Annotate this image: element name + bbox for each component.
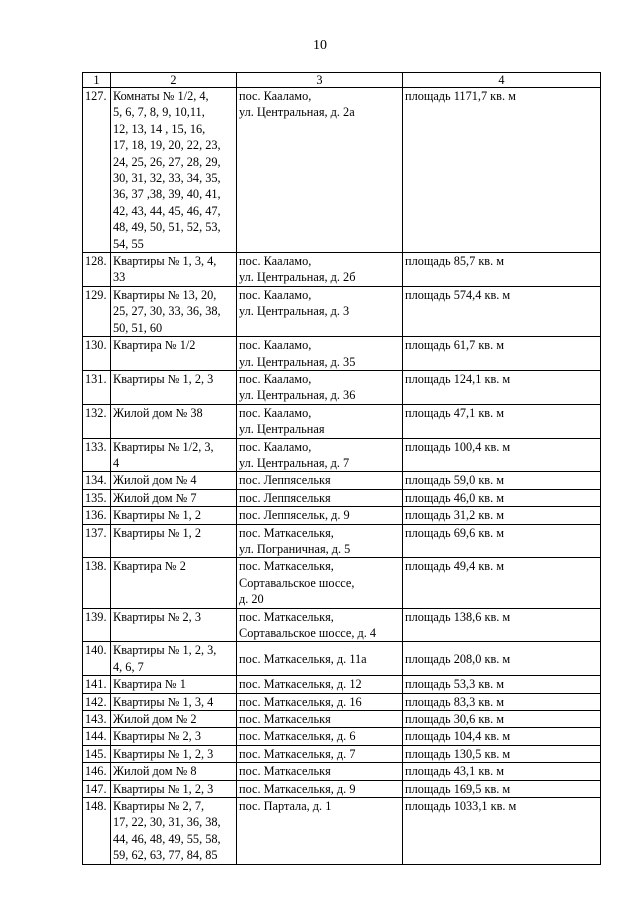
- table-body: [83, 88, 601, 865]
- address-cell: пос. Маткаселькя, Сортавальское шоссе, д. 4: [237, 608, 403, 642]
- column-header: 3: [237, 73, 403, 88]
- address-cell: пос. Маткаселькя, д. 11а: [237, 642, 403, 676]
- address-cell: пос. Маткаселькя, д. 6: [237, 728, 403, 745]
- area-cell: площадь 43,1 кв. м: [403, 763, 601, 780]
- table-row: [83, 711, 601, 728]
- address-cell: пос. Маткаселькя, Сортавальское шоссе, д. 20: [237, 558, 403, 608]
- row-number: 145.: [83, 745, 111, 762]
- row-number: 129.: [83, 286, 111, 336]
- table-row: [83, 472, 601, 489]
- table-row: [83, 676, 601, 693]
- object-cell: Квартиры № 2, 3: [111, 608, 237, 642]
- row-number: 127.: [83, 88, 111, 253]
- object-cell: Квартира № 2: [111, 558, 237, 608]
- address-cell: пос. Маткаселькя, д. 9: [237, 780, 403, 797]
- object-cell: Комнаты № 1/2, 4, 5, 6, 7, 8, 9, 10,11, 12, 13, 14 , 15, 16, 17, 18, 19, 20, 22, 23, 24, 25, 26, 27, 28, 29, 30, 31, 32, 33, 34, 35, 36, 37 ,38, 39, 40, 41, 42, 43, 44, 45, 46, 47, 48, 49, 50, 51, 52, 53, 54, 55: [111, 88, 237, 253]
- area-cell: площадь 100,4 кв. м: [403, 438, 601, 472]
- table-row: [83, 253, 601, 287]
- object-cell: Квартиры № 13, 20, 25, 27, 30, 33, 36, 38, 50, 51, 60: [111, 286, 237, 336]
- object-cell: Квартиры № 2, 3: [111, 728, 237, 745]
- area-cell: площадь 130,5 кв. м: [403, 745, 601, 762]
- address-cell: пос. Каалaмо, ул. Центральная, д. 3: [237, 286, 403, 336]
- object-cell: Квартира № 1/2: [111, 337, 237, 371]
- table-row: [83, 337, 601, 371]
- table-row: [83, 489, 601, 506]
- row-number: 148.: [83, 798, 111, 865]
- table-row: [83, 88, 601, 253]
- area-cell: площадь 30,6 кв. м: [403, 711, 601, 728]
- row-number: 133.: [83, 438, 111, 472]
- table-row: [83, 524, 601, 558]
- object-cell: Квартиры № 1/2, 3, 4: [111, 438, 237, 472]
- address-cell: пос. Маткаселькя, д. 7: [237, 745, 403, 762]
- area-cell: площадь 69,6 кв. м: [403, 524, 601, 558]
- row-number: 130.: [83, 337, 111, 371]
- address-cell: пос. Леппяселькя: [237, 472, 403, 489]
- area-cell: площадь 49,4 кв. м: [403, 558, 601, 608]
- address-cell: пос. Каалaмо, ул. Центральная, д. 2а: [237, 88, 403, 253]
- table-row: [83, 763, 601, 780]
- row-number: 147.: [83, 780, 111, 797]
- object-cell: Квартира № 1: [111, 676, 237, 693]
- table-row: [83, 642, 601, 676]
- area-cell: площадь 104,4 кв. м: [403, 728, 601, 745]
- row-number: 146.: [83, 763, 111, 780]
- object-cell: Квартиры № 1, 2, 3: [111, 780, 237, 797]
- address-cell: пос. Каалaмо, ул. Центральная: [237, 404, 403, 438]
- address-cell: пос. Каалaмо, ул. Центральная, д. 7: [237, 438, 403, 472]
- table-row: [83, 728, 601, 745]
- object-cell: Квартиры № 1, 2: [111, 507, 237, 524]
- row-number: 128.: [83, 253, 111, 287]
- area-cell: площадь 53,3 кв. м: [403, 676, 601, 693]
- object-cell: Квартиры № 1, 2, 3: [111, 745, 237, 762]
- object-cell: Квартиры № 1, 2, 3, 4, 6, 7: [111, 642, 237, 676]
- area-cell: площадь 47,1 кв. м: [403, 404, 601, 438]
- area-cell: площадь 1171,7 кв. м: [403, 88, 601, 253]
- object-cell: Квартиры № 1, 3, 4, 33: [111, 253, 237, 287]
- address-cell: пос. Маткаселькя, д. 12: [237, 676, 403, 693]
- object-cell: Жилой дом № 7: [111, 489, 237, 506]
- row-number: 136.: [83, 507, 111, 524]
- row-number: 139.: [83, 608, 111, 642]
- table-row: [83, 404, 601, 438]
- address-cell: пос. Каалaмо, ул. Центральная, д. 35: [237, 337, 403, 371]
- table-row: [83, 780, 601, 797]
- object-cell: Жилой дом № 38: [111, 404, 237, 438]
- table-row: [83, 798, 601, 865]
- table-row: [83, 693, 601, 710]
- area-cell: площадь 124,1 кв. м: [403, 370, 601, 404]
- area-cell: площадь 574,4 кв. м: [403, 286, 601, 336]
- page-number: 10: [313, 38, 327, 53]
- object-cell: Квартиры № 1, 2, 3: [111, 370, 237, 404]
- row-number: 134.: [83, 472, 111, 489]
- address-cell: пос. Каалaмо, ул. Центральная, д. 36: [237, 370, 403, 404]
- row-number: 132.: [83, 404, 111, 438]
- area-cell: площадь 1033,1 кв. м: [403, 798, 601, 865]
- area-cell: площадь 85,7 кв. м: [403, 253, 601, 287]
- area-cell: площадь 31,2 кв. м: [403, 507, 601, 524]
- address-cell: пос. Маткаселькя: [237, 711, 403, 728]
- object-cell: Квартиры № 1, 3, 4: [111, 693, 237, 710]
- row-number: 142.: [83, 693, 111, 710]
- object-cell: Жилой дом № 8: [111, 763, 237, 780]
- row-number: 140.: [83, 642, 111, 676]
- row-number: 143.: [83, 711, 111, 728]
- address-cell: пос. Маткаселькя, д. 16: [237, 693, 403, 710]
- area-cell: площадь 59,0 кв. м: [403, 472, 601, 489]
- table-row: [83, 745, 601, 762]
- column-header: 4: [403, 73, 601, 88]
- table-row: [83, 558, 601, 608]
- table-row: [83, 370, 601, 404]
- area-cell: площадь 138,6 кв. м: [403, 608, 601, 642]
- address-cell: пос. Маткаселькя: [237, 763, 403, 780]
- area-cell: площадь 83,3 кв. м: [403, 693, 601, 710]
- row-number: 137.: [83, 524, 111, 558]
- area-cell: площадь 169,5 кв. м: [403, 780, 601, 797]
- column-header: 2: [111, 73, 237, 88]
- address-cell: пос. Леппяселькя: [237, 489, 403, 506]
- row-number: 131.: [83, 370, 111, 404]
- address-cell: пос. Каалaмо, ул. Центральная, д. 2б: [237, 253, 403, 287]
- table-row: [83, 286, 601, 336]
- table-row: [83, 438, 601, 472]
- area-cell: площадь 208,0 кв. м: [403, 642, 601, 676]
- property-table: [82, 72, 601, 865]
- row-number: 144.: [83, 728, 111, 745]
- object-cell: Квартиры № 2, 7, 17, 22, 30, 31, 36, 38, 44, 46, 48, 49, 55, 58, 59, 62, 63, 77, 84, 85: [111, 798, 237, 865]
- table-row: [83, 608, 601, 642]
- table-header-row: [83, 73, 601, 88]
- area-cell: площадь 46,0 кв. м: [403, 489, 601, 506]
- column-header: 1: [83, 73, 111, 88]
- address-cell: пос. Партала, д. 1: [237, 798, 403, 865]
- address-cell: пос. Леппясельк, д. 9: [237, 507, 403, 524]
- row-number: 141.: [83, 676, 111, 693]
- table-row: [83, 507, 601, 524]
- row-number: 135.: [83, 489, 111, 506]
- object-cell: Квартиры № 1, 2: [111, 524, 237, 558]
- row-number: 138.: [83, 558, 111, 608]
- address-cell: пос. Маткаселькя, ул. Пограничная, д. 5: [237, 524, 403, 558]
- object-cell: Жилой дом № 4: [111, 472, 237, 489]
- area-cell: площадь 61,7 кв. м: [403, 337, 601, 371]
- object-cell: Жилой дом № 2: [111, 711, 237, 728]
